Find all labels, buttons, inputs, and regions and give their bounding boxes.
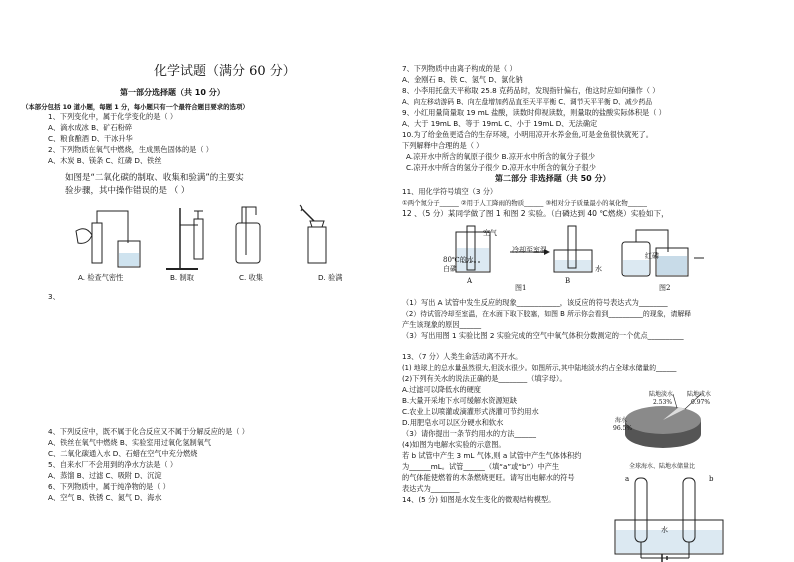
caption-a: A. 检查气密性 [78,273,124,282]
label-fig1: 图1 [515,284,527,292]
q3-number: 3、 [48,292,60,301]
q14-stem: 14、(5 分) 如图是水发生变化的微观结构模型。 [402,495,556,504]
q13-line6: 为______mL。试管______（填“a”或“b”）中产生 [402,462,560,471]
pie-sea: 海水 [615,417,628,424]
q13-line2: (2)下列有关水的说法正确的是________（填字母）。 [402,374,567,383]
q9-options: A、大于 19mL B、等于 19mL C、小于 19mL D、无法确定 [402,119,598,128]
q1-options-ab: A、滴水成冰 B、矿石粉碎 [48,123,133,132]
apparatus-b-drawing [166,208,203,269]
q10-substem: 下列解释中合理的是（ ） [402,141,484,150]
q1-stem: 1、下列变化中，属于化学变化的是（ ） [48,112,178,121]
q10-options-cd: C.凉开水中所含的氢分子很少 D.凉开水中所含的氧分子很少 [406,163,596,172]
pie-land-fresh: 陆地淡水 [649,391,674,398]
q13-option-c: C.农业上以喷灌或滴灌形式浇灌可节约用水 [402,407,539,416]
q13-option-b: B.大量开采地下水可缓解水资源短缺 [402,396,518,405]
q12-part3: （3）写出用图 1 实验比图 2 实验完成的空气中氧气体积分数测定的一个优点__________ [402,331,684,340]
q13-option-d: D.用肥皂水可以区分硬水和软水 [402,418,504,427]
q4-options-ab: A、铁丝在氧气中燃烧 B、实验室用过氧化氢制氧气 [48,438,212,447]
q11-items: ①两个氮分子______ ②用于人工降雨的物质______ ③相对分子质量最小的氧化物______ [402,199,647,207]
q1-options-cd: C、粮食酿酒 D、干冰升华 [48,134,133,143]
label-white-phosphorus: 白磷 [443,265,457,273]
q13-line8: 表达式为________ [402,484,460,493]
q3-intro-line1: 如图是“二氧化碳的制取、收集和验满”的主要实 [65,173,244,183]
q13-line4: (4)如图为电解水实验的示意图。 [402,440,506,449]
section-one-note: （本部分包括 10 道小题，每题 1 分，每小题只有一个最符合题目要求的选项） [22,103,249,111]
q6-options: A、空气 B、铁锈 C、氮气 D、海水 [48,493,162,502]
q5-stem: 5、自来水厂不会用到的净水方法是（ ） [48,460,178,469]
q13-option-a: A.过滤可以降低水的硬度 [402,385,481,394]
q13-line5: 若 b 试管中产生 3 mL 气体,则 a 试管中产生气体体积约 [402,451,582,460]
apparatus-a-drawing [76,211,140,267]
pie-land-fresh-pct: 2.53% [653,399,673,406]
q5-options: A、蒸馏 B、过滤 C、吸附 D、沉淀 [48,471,162,480]
q4-stem: 4、下列反应中，既不属于化合反应又不属于分解反应的是（ ） [48,427,249,436]
electrolysis-apparatus [607,472,737,562]
q12-part1: （1）写出 A 试管中发生反应的现象____________，该反应的符号表达式为________ [402,298,668,307]
q12-stem: 12 、（5 分）某同学做了图 1 和图 2 实验。（白磷达到 40 ℃燃烧）实验如下， [402,209,669,218]
pie-sea-pct: 96.5% [613,425,633,432]
pie-caption: 全球海水、陆地水储量比 [629,463,696,470]
q8-options: A、向左移动游码 B、向左盘增加药品直至天平平衡 C、调节天平平衡 D、减少药品 [402,98,653,106]
q11-stem: 11、用化学符号填空（3 分） [402,187,498,196]
section-two-title: 第二部分 非选择题（共 50 分） [495,174,611,183]
label-b: B [565,277,571,285]
q13-stem: 13、（7 分）人类生命活动离不开水。 [402,352,523,361]
caption-c: C. 收集 [239,273,263,282]
q10-stem: 10.为了给金鱼更适合的生存环境，小明用凉开水养金鱼,可是金鱼很快就死了。 [402,130,653,139]
q3-intro-line2: 验步骤，其中操作错误的是 （ ） [65,186,190,196]
label-air: 空气 [483,229,497,237]
q13-line1: (1) 地球上的总水量虽然很大,但淡水很少。如图所示,其中陆地淡水约占全球水储量的______ [402,364,677,372]
q7-stem: 7、下列物质中由离子构成的是（ ） [402,64,517,73]
q2-stem: 2、下列物质在氧气中燃烧，生成黑色固体的是（ ） [48,145,213,154]
electrode-a-label: a [625,475,630,483]
electrolysis-water-label: 水 [661,526,668,534]
label-fig2: 图2 [659,284,671,292]
label-a: A [467,277,473,285]
q7-options: A、金刚石 B、铁 C、氢气 D、氯化钠 [402,75,523,84]
apparatus-figures [70,203,360,275]
q10-options-ab: A.凉开水中所含的氧原子很少 B.凉开水中所含的氧分子很少 [406,152,596,161]
caption-b: B. 制取 [170,273,194,282]
water-distribution-disk [619,392,759,462]
electrode-b-label: b [709,475,714,483]
q6-stem: 6、下列物质中，属于纯净物的是（ ） [48,482,170,491]
exam-title: 化学试题（满分 60 分） [154,64,296,79]
apparatus-c-drawing [236,207,260,263]
q13-line7: 的气体能使燃着的木条燃烧更旺。请写出电解水的符号 [402,473,575,482]
label-red-phosphorus: 红磷 [645,252,659,260]
q12-part2: （2）待试管冷却至室温，在水面下取下胶塞，如图 B 所示你会看到__________的现象，请解释 [402,310,692,318]
caption-d: D. 验满 [318,273,343,282]
q9-stem: 9、小红用量筒量取 19 mL 盐酸，读数时仰视读数，则量取的盐酸实际体积是（ ） [402,108,666,117]
pie-land-salt: 陆地咸水 [687,391,712,398]
apparatus-d-drawing [300,205,326,263]
q13-line3: （3）请你提出一条节约用水的方法______ [402,429,536,438]
section-one-title: 第一部分选择题（共 10 分） [120,88,225,97]
label-water: 水 [595,265,602,273]
label-cool: 冷却至室温 [512,246,547,254]
q12-part2-cont: 产生该现象的原因______ [402,320,482,329]
q4-options-cd: C、二氧化碳通入水 D、石蜡在空气中充分燃烧 [48,449,198,458]
pie-land-salt-pct: 0.97% [691,399,711,406]
q2-options: A、木炭 B、镁条 C、红磷 D、铁丝 [48,156,162,165]
q8-stem: 8、小李用托盘天平称取 25.8 克药品时，发现指针偏右，他这时应如何操作（ ） [402,86,660,95]
label-hot-water: 80℃的水 [443,256,474,264]
